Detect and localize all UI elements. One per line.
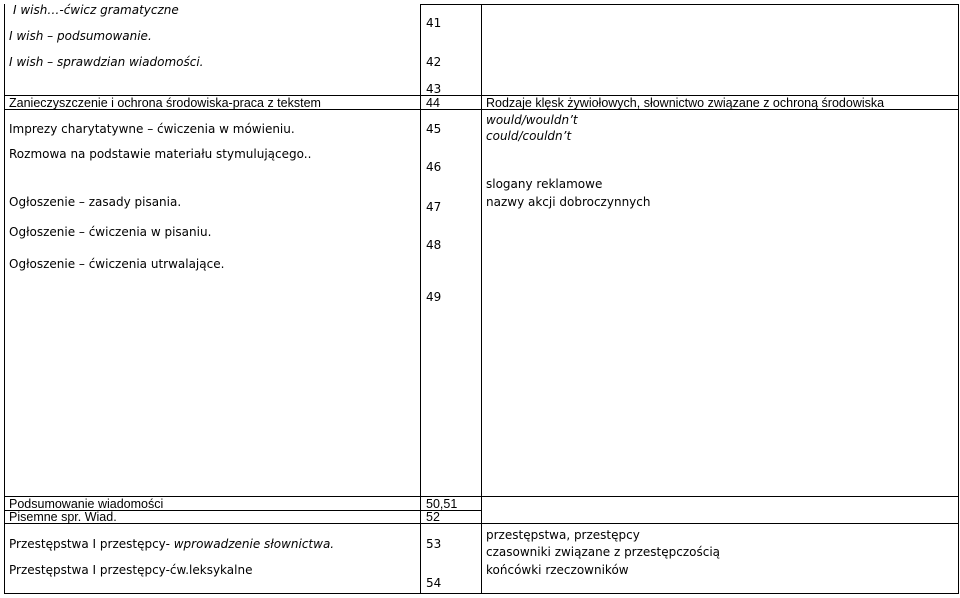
row-divider-crime-top [4,523,959,524]
table-border-right [958,4,959,594]
lesson-number: 43 [426,82,442,96]
lesson-title: I wish – podsumowanie. [9,29,152,43]
lesson-title: Ogłoszenie – zasady pisania. [9,195,182,209]
lesson-number: 46 [426,160,442,174]
grammar-item: would/wouldn’t [486,113,578,127]
lesson-content: Rodzaje klęsk żywiołowych, słownictwo związane z ochroną środowiska [486,96,885,110]
lesson-content: czasowniki związane z przestępczością [486,545,721,559]
lesson-content: końcówki rzeczowników [486,563,629,577]
lesson-title-italic: wprowadzenie słownictwa. [173,537,335,551]
vocab-item: slogany reklamowe [486,177,603,191]
lesson-title: Zanieczyszczenie i ochrona środowiska-praca z tekstem [9,96,321,110]
table-border-bottom [4,593,959,594]
lesson-title: Podsumowanie wiadomości [9,497,164,511]
lesson-title: I wish – sprawdzian wiadomości. [9,55,204,69]
lesson-content: przestępstwa, przestępcy [486,528,640,542]
lesson-number: 49 [426,290,442,304]
lesson-title-plain: Przestępstwa I przestępcy- [9,537,174,551]
lesson-number: 44 [426,96,440,110]
table-border-top [420,4,959,5]
lesson-title: Pisemne spr. Wiad. [9,510,117,524]
lesson-title: Rozmowa na podstawie materiału stymulującego.. [9,147,312,161]
lesson-number: 41 [426,16,442,30]
lesson-title: I wish…-ćwicz gramatyczne [13,3,179,17]
lesson-number: 54 [426,576,442,590]
lesson-title [9,537,334,551]
lesson-title: Przestępstwa I przestępcy-ćw.leksykalne [9,563,253,577]
lesson-number: 47 [426,200,442,214]
vocab-item: nazwy akcji dobroczynnych [486,195,651,209]
lesson-title: Imprezy charytatywne – ćwiczenia w mówieniu. [9,122,295,136]
lesson-number: 50,51 [426,497,458,511]
column-divider-1 [420,4,421,594]
grammar-item: could/couldn’t [486,129,572,143]
table-border-left [4,4,5,594]
lesson-number: 42 [426,55,442,69]
lesson-title: Ogłoszenie – ćwiczenia utrwalające. [9,257,225,271]
column-divider-2 [481,4,482,594]
lesson-number: 52 [426,510,440,524]
lesson-number: 45 [426,122,442,136]
lesson-number: 48 [426,238,442,252]
lesson-title: Ogłoszenie – ćwiczenia w pisaniu. [9,225,212,239]
lesson-number: 53 [426,537,442,551]
